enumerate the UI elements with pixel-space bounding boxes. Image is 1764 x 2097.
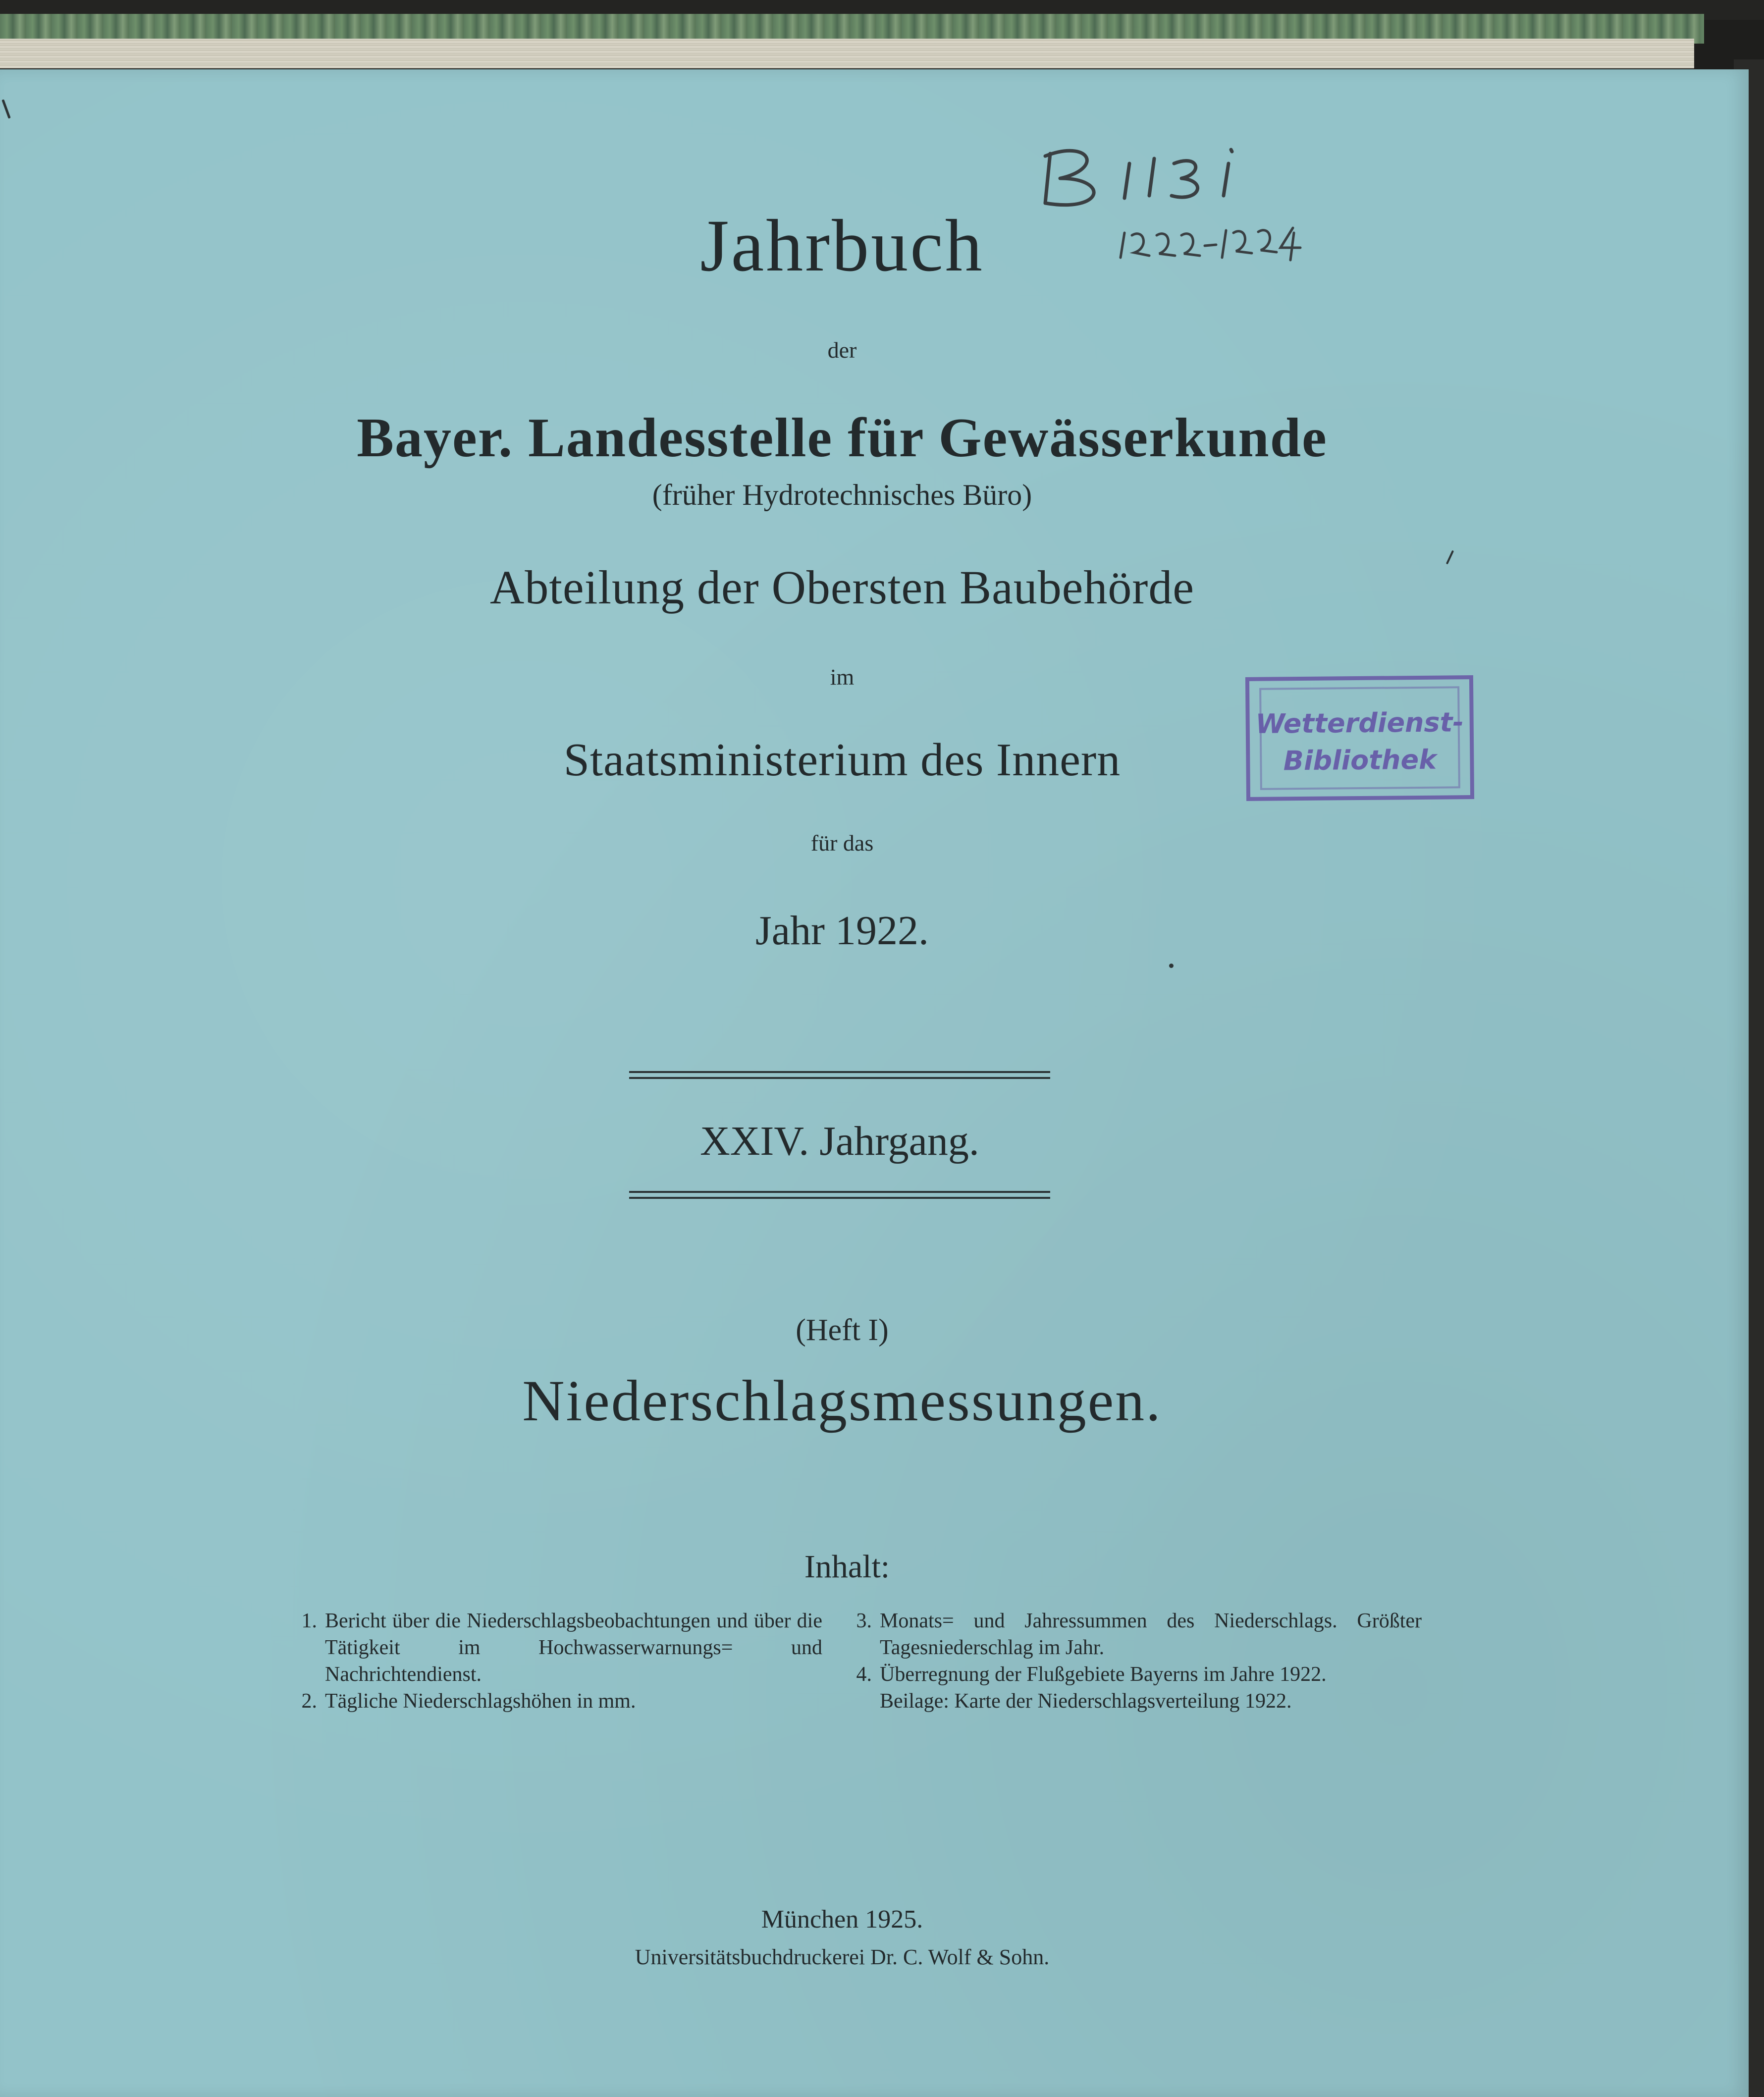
issue-label: (Heft I) xyxy=(796,1313,889,1347)
stamp-line-2: Bibliothek xyxy=(1283,744,1437,777)
contents-item-number: 4. xyxy=(856,1663,872,1686)
contents-item xyxy=(842,1661,1422,1688)
institution-name: Bayer. Landesstelle für Gewässerkunde xyxy=(357,407,1328,469)
connector-im: im xyxy=(830,664,855,690)
contents-item xyxy=(842,1608,1422,1661)
double-rule-bottom xyxy=(629,1191,1050,1199)
contents-item-text: Überregnung der Flußgebiete Bayerns im Jahre 1922. xyxy=(880,1663,1327,1686)
contents-item-text: Monats= und Jahressummen des Niederschlags. Größter Tagesniederschlag im Jahr. xyxy=(880,1610,1422,1659)
report-year: Jahr 1922. xyxy=(755,908,929,954)
contents-item-text: Tägliche Niederschlagshöhen in mm. xyxy=(325,1690,636,1713)
contents-item xyxy=(287,1608,822,1688)
stamp-line-1: Wetterdienst- xyxy=(1255,706,1464,740)
subject-title: Niederschlagsmessungen. xyxy=(522,1368,1162,1433)
contents-item-text: Bericht über die Niederschlagsbeobachtungen und über die Tätigkeit im Hochwasserwarnungs= und Nachrichtendienst. xyxy=(325,1610,822,1686)
cover-sheet xyxy=(0,69,1749,2097)
yearbook-title: Jahrbuch xyxy=(700,205,984,287)
contents-item xyxy=(287,1688,822,1715)
connector-der: der xyxy=(827,337,857,363)
page-stack-edge xyxy=(0,39,1694,68)
volume-number: XXIV. Jahrgang. xyxy=(700,1118,979,1164)
connector-fuer-das: für das xyxy=(810,830,874,856)
supplement-note: Beilage: Karte der Niederschlagsverteilung 1922. xyxy=(880,1690,1292,1713)
printer-name: Universitätsbuchdruckerei Dr. C. Wolf & Sohn. xyxy=(635,1945,1050,1969)
former-name: (früher Hydrotechnisches Büro) xyxy=(652,479,1032,511)
double-rule-top xyxy=(629,1071,1050,1079)
contents-item-number: 3. xyxy=(856,1610,872,1632)
paper-speck xyxy=(1169,964,1174,968)
contents-item-number: 2. xyxy=(301,1690,317,1713)
library-stamp xyxy=(1245,675,1474,801)
contents-heading: Inhalt: xyxy=(804,1549,890,1585)
contents-column-right xyxy=(842,1608,1422,1715)
contents-item-number: 1. xyxy=(301,1610,317,1632)
contents-column-left xyxy=(287,1608,822,1715)
ministry-name: Staatsministerium des Innern xyxy=(563,734,1121,786)
department-name: Abteilung der Obersten Baubehörde xyxy=(490,561,1194,614)
imprint-place-year: München 1925. xyxy=(761,1905,923,1934)
